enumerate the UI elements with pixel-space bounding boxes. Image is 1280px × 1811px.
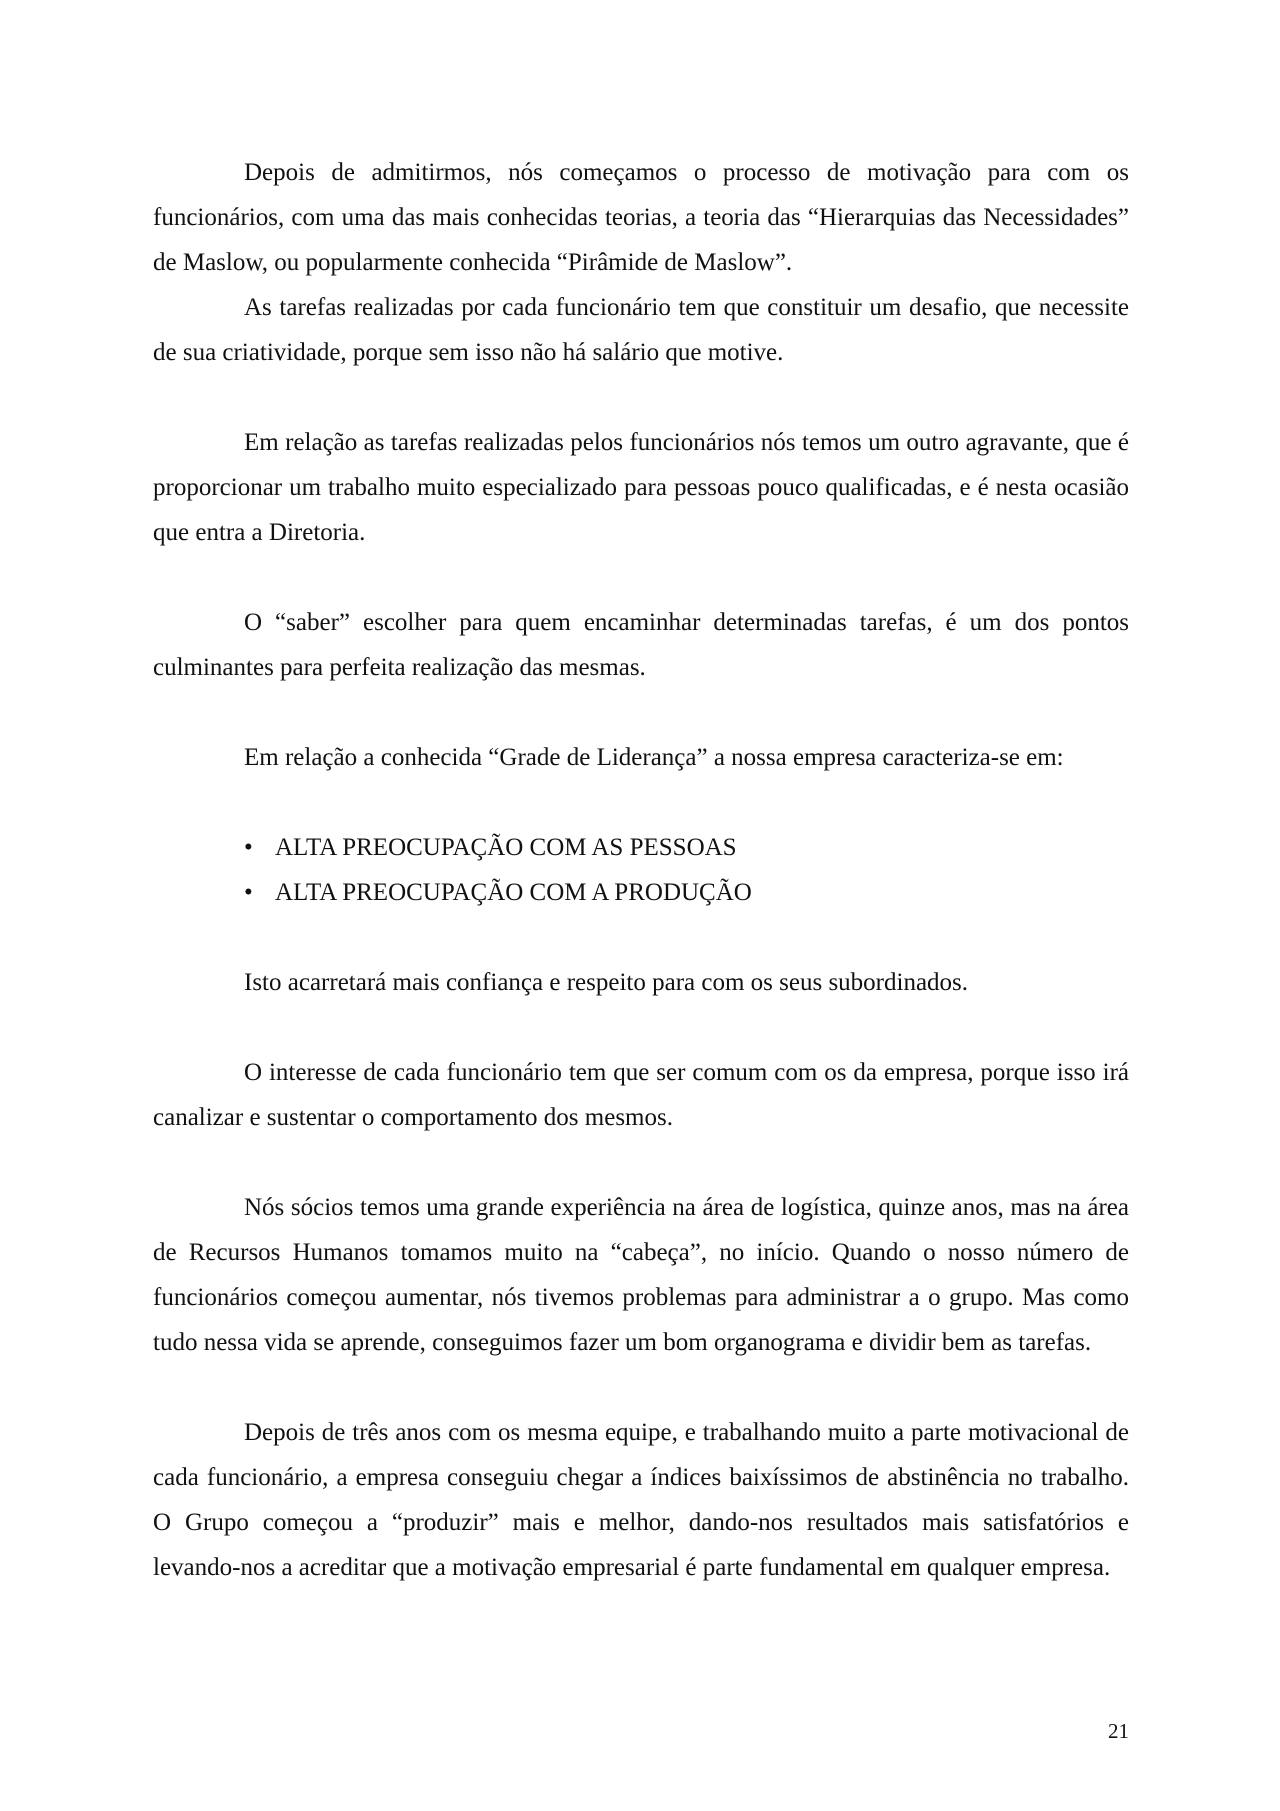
bullet-icon: •	[244, 879, 253, 906]
page-body	[153, 150, 1129, 1590]
paragraph-confianca: Isto acarretará mais confiança e respeito para com os seus subordinados.	[244, 969, 969, 996]
paragraph-saber-escolher: O “saber” escolher para quem encaminhar determinadas tarefas, é um dos pontos culminantes para perfeita realização das mesmas.	[153, 609, 1129, 681]
paragraph-interesse-comum: O interesse de cada funcionário tem que ser comum com os da empresa, porque isso irá canalizar e sustentar o comportamento dos mesmos.	[153, 1059, 1129, 1131]
paragraph-experiencia-socios: Nós sócios temos uma grande experiência na área de logística, quinze anos, mas na área de Recursos Humanos tomamos muito na “cabeça”, no início. Quando o nosso número de funcionários começou aumentar, nós tivemos problemas para administrar a o grupo. Mas como tudo nessa vida se aprende, conseguimos fazer um bom organograma e dividir bem as tarefas.	[153, 1194, 1129, 1356]
paragraph-grade-lideranca: Em relação a conhecida “Grade de Liderança” a nossa empresa caracteriza-se em:	[244, 744, 1064, 771]
page-number: 21	[1108, 1719, 1129, 1743]
list-item-text: ALTA PREOCUPAÇÃO COM AS PESSOAS	[275, 834, 737, 861]
paragraph-tarefas-desafio: As tarefas realizadas por cada funcionário tem que constituir um desafio, que necessite de sua criatividade, porque sem isso não há salário que motive.	[153, 294, 1129, 366]
leadership-grid-list	[153, 825, 1129, 915]
paragraph-resultados: Depois de três anos com os mesma equipe, e trabalhando muito a parte motivacional de cada funcionário, a empresa conseguiu chegar a índices baixíssimos de abstinência no trabalho. O Grupo começou a “produzir” mais e melhor, dando-nos resultados mais satisfatórios e levando-nos a acreditar que a motivação empresarial é parte fundamental em qualquer empresa.	[153, 1419, 1129, 1581]
paragraph-agravante: Em relação as tarefas realizadas pelos funcionários nós temos um outro agravante, que é proporcionar um trabalho muito especializado para pessoas pouco qualificadas, e é nesta ocasião que entra a Diretoria.	[153, 429, 1129, 546]
list-item	[244, 870, 1129, 915]
list-item	[244, 825, 1129, 870]
list-item-text: ALTA PREOCUPAÇÃO COM A PRODUÇÃO	[275, 879, 752, 906]
paragraph-maslow: Depois de admitirmos, nós começamos o processo de motivação para com os funcionários, com uma das mais conhecidas teorias, a teoria das “Hierarquias das Necessidades” de Maslow, ou popularmente conhecida “Pirâmide de Maslow”.	[153, 159, 1129, 276]
bullet-icon: •	[244, 834, 253, 861]
